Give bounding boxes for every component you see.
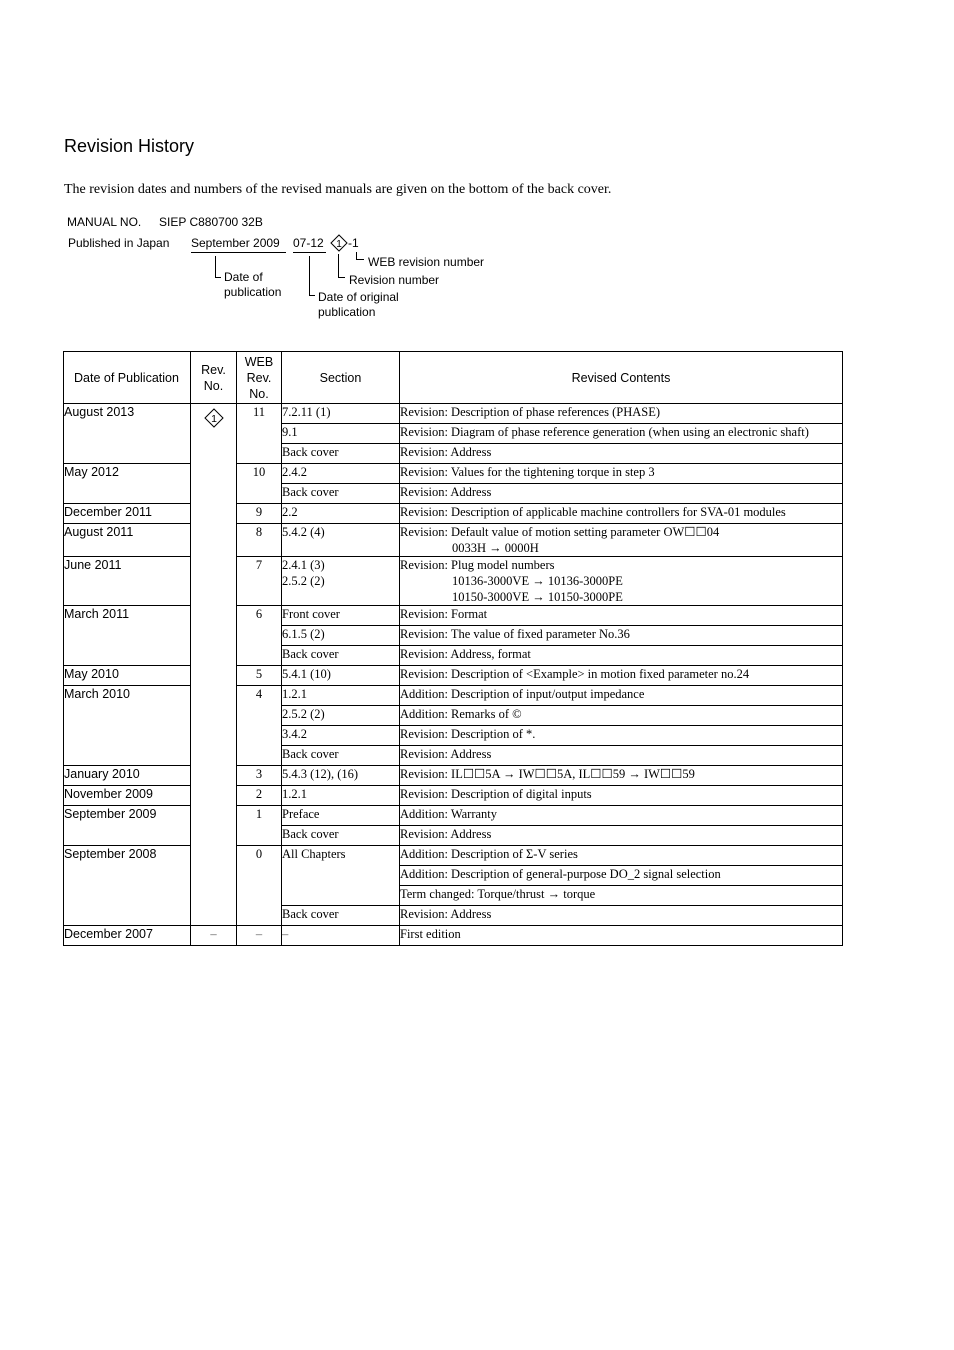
web-rev-cell: 8 [237,524,282,557]
section-cell: 1.2.1 [282,786,400,806]
manual-no-value: SIEP C880700 32B [159,215,263,229]
leader-line [356,259,364,260]
leader-line [215,256,216,278]
rev-mark-text: 1 [336,239,342,250]
manual-number-legend [0,0,954,340]
contents-cell [400,557,843,606]
contents-cell: Revision: Values for the tightening torque in step 3 [400,464,843,484]
web-rev-cell: 1 [237,806,282,846]
web-rev-cell: 9 [237,504,282,524]
table-row [64,404,843,424]
date-cell: August 2011 [64,524,191,557]
contents-cell: Revision: Address [400,826,843,846]
header-date: Date of Publication [64,352,191,404]
header-web-rev: WEB Rev. No. [237,352,282,404]
web-suffix: -1 [348,236,359,250]
orig-date: 07-12 [293,236,324,250]
contents-cell: Revision: Description of phase references (PHASE) [400,404,843,424]
leader-line [338,277,345,278]
intro-text: The revision dates and numbers of the revised manuals are given on the bottom of the back cover. [64,182,612,197]
section-cell: Back cover [282,444,400,464]
section-cell: Front cover [282,606,400,626]
section-cell: 9.1 [282,424,400,444]
contents-cell: Addition: Description of Σ-V series [400,846,843,866]
contents-cell: First edition [400,926,843,946]
section-cell: Back cover [282,746,400,766]
revision-diamond-icon [204,408,224,428]
contents-cell: Revision: Address [400,444,843,464]
pub-date-underline [191,252,286,253]
section-cell: 5.4.1 (10) [282,666,400,686]
section-line: 2.5.2 (2) [282,574,325,588]
section-cell: All Chapters [282,846,400,906]
section-cell: Back cover [282,646,400,666]
web-rev-cell: 3 [237,766,282,786]
contents-line: Revision: Default value of motion setting parameter OW☐☐04 [400,525,720,539]
web-rev-cell: 6 [237,606,282,666]
web-rev-cell: 11 [237,404,282,464]
table-row [64,686,843,706]
section-cell: Back cover [282,826,400,846]
section-cell: 2.2 [282,504,400,524]
date-pub-label-1: Date of [224,270,263,284]
contents-line: 10150-3000VE → 10150-3000PE [452,590,623,604]
date-cell: March 2011 [64,606,191,666]
section-cell: 1.2.1 [282,686,400,706]
table-row [64,524,843,557]
contents-cell: Revision: Address [400,906,843,926]
table-row [64,606,843,626]
section-cell: 2.4.2 [282,464,400,484]
contents-cell: Addition: Description of input/output impedance [400,686,843,706]
section-line: 2.4.1 (3) [282,558,325,572]
date-cell: December 2011 [64,504,191,524]
date-cell: August 2013 [64,404,191,464]
header-contents: Revised Contents [400,352,843,404]
contents-cell: Addition: Remarks of © [400,706,843,726]
date-cell: September 2009 [64,806,191,846]
contents-cell: Revision: Description of applicable machine controllers for SVA-01 modules [400,504,843,524]
section-cell: 7.2.11 (1) [282,404,400,424]
contents-line: 10136-3000VE → 10136-3000PE [452,574,623,588]
date-cell: September 2008 [64,846,191,926]
table-row [64,464,843,484]
table-row [64,786,843,806]
table-row [64,766,843,786]
header-rev: Rev. No. [191,352,237,404]
section-cell: 6.1.5 (2) [282,626,400,646]
revision-history-table [63,351,843,946]
web-revision-label: WEB revision number [368,255,485,269]
section-cell: – [282,926,400,946]
section-cell: Back cover [282,906,400,926]
contents-cell: Addition: Warranty [400,806,843,826]
contents-cell: Revision: IL☐☐5A → IW☐☐5A, IL☐☐59 → IW☐☐59 [400,766,843,786]
contents-cell: Revision: Address, format [400,646,843,666]
pub-date: September 2009 [191,236,280,250]
page-title: Revision History [64,136,195,156]
web-rev-cell: 5 [237,666,282,686]
table-header-row [64,352,843,404]
web-rev-cell: 10 [237,464,282,504]
leader-line [309,295,315,296]
leader-line [309,256,310,296]
date-cell: May 2012 [64,464,191,504]
contents-line: Revision: Plug model numbers [400,558,555,572]
header-section: Section [282,352,400,404]
revision-diamond-icon [330,234,348,252]
section-cell: Back cover [282,484,400,504]
date-cell: November 2009 [64,786,191,806]
section-cell: 2.5.2 (2) [282,706,400,726]
contents-line: 0033H → 0000H [452,541,539,555]
orig-date-underline [293,252,326,253]
section-cell [282,557,400,606]
table-row [64,846,843,866]
revision-number-label: Revision number [349,273,440,287]
rev-no-dash: – [191,926,237,946]
section-cell: 3.4.2 [282,726,400,746]
contents-cell: Term changed: Torque/thrust → torque [400,886,843,906]
web-rev-dash: – [237,926,282,946]
contents-cell: Revision: Diagram of phase reference generation (when using an electronic shaft) [400,424,843,444]
contents-cell: Addition: Description of general-purpose DO_2 signal selection [400,866,843,886]
section-cell: Preface [282,806,400,826]
leader-line [338,254,339,278]
table-row [64,557,843,606]
contents-cell [400,524,843,557]
date-pub-label-2: publication [224,285,282,299]
table-row [64,806,843,826]
web-rev-cell: 4 [237,686,282,766]
table-row [64,666,843,686]
date-orig-label-2: publication [318,305,376,319]
date-cell: March 2010 [64,686,191,766]
table-row [64,504,843,524]
contents-cell: Revision: Description of digital inputs [400,786,843,806]
date-cell: May 2010 [64,666,191,686]
date-orig-label-1: Date of original [318,290,399,304]
web-rev-cell: 2 [237,786,282,806]
manual-no-label: MANUAL NO. [67,215,142,229]
contents-cell: Revision: Description of *. [400,726,843,746]
table-row [64,926,843,946]
contents-cell: Revision: Format [400,606,843,626]
section-cell: 5.4.2 (4) [282,524,400,557]
rev-no-cell [191,404,237,926]
rev-mark-text: 1 [210,413,217,425]
contents-cell: Revision: The value of fixed parameter No.36 [400,626,843,646]
web-rev-cell: 7 [237,557,282,606]
date-cell: January 2010 [64,766,191,786]
published-label: Published in Japan [68,236,170,250]
section-cell: 5.4.3 (12), (16) [282,766,400,786]
date-cell: June 2011 [64,557,191,606]
contents-cell: Revision: Address [400,746,843,766]
leader-line [215,277,221,278]
web-rev-cell: 0 [237,846,282,926]
contents-cell: Revision: Description of <Example> in motion fixed parameter no.24 [400,666,843,686]
contents-cell: Revision: Address [400,484,843,504]
date-cell: December 2007 [64,926,191,946]
